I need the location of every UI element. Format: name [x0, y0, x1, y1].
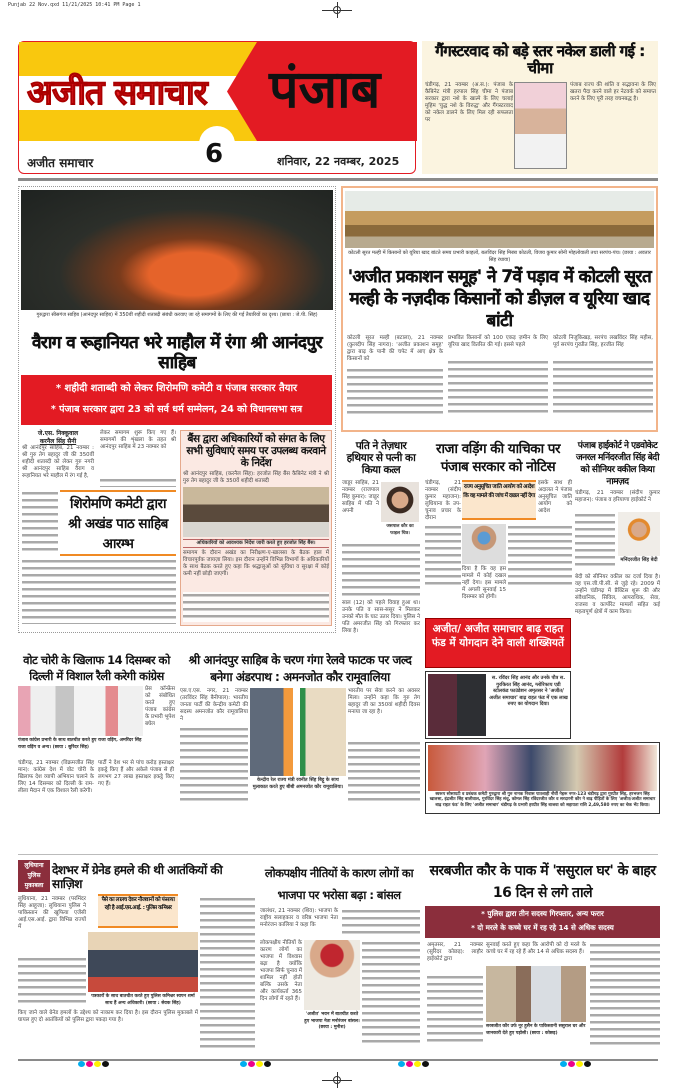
warring-body-area	[424, 476, 572, 600]
yellow-swatch	[414, 1061, 421, 1067]
victim-photo	[381, 482, 419, 522]
bansal-body-text	[342, 908, 420, 936]
sgpc-box-title: शिरोमणि कमेटी द्वारा श्री अखंड पाठ साहिब आरम्भ	[68, 496, 168, 553]
warring-body-text	[425, 524, 461, 588]
sarabjit-body: सुनवाई करते हुए कहा कि आरोपी को दो मरले के कच्चे घर में रह रहे हैं और 14 से अधिक सदस्य हैं।	[486, 942, 586, 955]
sarabjit-lead: अमृतसर, 21 नवम्बर (सुरिंदर कोछड़): लाहौर हाईकोर्ट द्वारा	[427, 942, 483, 962]
kotli-caption: कोटली सूरत मल्ही में किसानों को यूरिया खाद बांटते समय प्रभारी काहलों, बलविंदर सिंह मिस्त्रा कोटली, विजय कुमार सोनी मोहलोवाली तथा सरपंच-पंच। (छाया : अवतार सिंह रंधावा)	[348, 250, 651, 263]
bansal-body: लोकपक्षीय नीतियों के कारण लोगों का भाजपा में विश्वास बढ़ा है क्योंकि भाजपा सिर्फ चुनाव में शामिल नहीं होती बल्कि उसके नेता और कार्यकर्ता 365 दिन लोगों में रहते हैं।	[260, 940, 303, 1002]
color-registration-bar	[560, 1061, 591, 1067]
cyan-swatch	[240, 1061, 247, 1067]
gurudwara-photo-caption: गुरुद्वारा सीसगंज साहिब (आनंदपुर साहिब) में 350वीं शहीदी शताब्दी संबंधी करवाए जा रहे समागमों के लिए की गई तैयारियों का दृश्य। (छाया : जे.पी. सिंह)	[36, 312, 318, 318]
kotli-body-col1: कोटली सूरत मल्ही (बटाला), 21 नवम्बर (कुलदीप सिंह नागरा): 'अजीत प्रकाशन समूह' द्वारा बाढ़ के पानी की चपेट में आए क्षेत्र के किसानों को	[347, 335, 443, 362]
bottom-divider	[18, 854, 658, 855]
cyan-swatch	[560, 1061, 567, 1067]
relief-fund-banner	[425, 618, 571, 668]
sarabjit-subheads	[425, 906, 660, 938]
anandpur-columns	[20, 430, 334, 626]
yellow-swatch	[256, 1061, 263, 1067]
anandpur-body-col2: लेकर समागम शुरू किए गए हैं। समागमों की शृंखला के तहत श्री आनंदपुर साहिब में 23 नवम्बर को	[100, 430, 176, 451]
cyan-swatch	[398, 1061, 405, 1067]
congress-body-2: पार्टी ने देश भर से पांच करोड़ हस्ताक्षर इकट्ठे किए हैं और अकेले पंजाब से ही लगभग 27 लाख हस्ताक्षर इकट्ठे किए गए हैं।	[98, 760, 174, 787]
bains-lead: श्री आनंदपुर साहिब, (करनैल सिंह): हरजोत सिंह बैंस कैबिनेट मंत्री ने श्री गुरु तेग बहादुर जी के 350वें शहीदी शताब्दी	[183, 471, 329, 485]
bains-body-text	[183, 592, 329, 622]
congress-body: चंडीगढ़, 21 नवम्बर (विक्रमजीत सिंह मान): कांग्रेस देश में वोट चोरी के खिलाफ देश व्यापी अभियान चलाने के लिए 14 दिसम्बर को दिल्ली के राम-लीला मैदान में एक विशाल रैली करेगी।	[18, 760, 94, 794]
magenta-swatch	[86, 1061, 93, 1067]
section-divider	[18, 178, 658, 181]
registration-mark	[333, 6, 341, 14]
sarabjit-body-text-2	[590, 942, 660, 1046]
registration-mark	[333, 1076, 341, 1084]
sarabjit-body-area	[425, 938, 660, 1048]
congress-headline: वोट चोरी के खिलाफ 14 दिसम्बर को दिल्ली में विशाल रैली करेगी कांग्रेस	[23, 653, 170, 683]
bains-headline: बैंस द्वारा अधिकारियों को संगत के लिए सभी सुविधाएं समय पर उपलब्ध करवाने के निर्देश	[186, 433, 326, 470]
murder-headline: पति ने तेज़धार हथियार से पत्नी का किया कत्ल	[346, 440, 416, 477]
top-story	[422, 41, 658, 174]
kotli-content	[345, 250, 654, 419]
bedi-body-text	[575, 512, 615, 570]
top-story-continued: पंजाब राज्य की शांति व सद्भावना के लिए खतरा पैदा करने वाले हर नेटवर्क को समाप्त करने के लिए पूरी तरह वचनबद्ध है।	[570, 81, 656, 102]
murder-body-area	[342, 476, 420, 640]
congress-body-area	[18, 684, 175, 808]
color-registration-bar	[398, 1061, 429, 1067]
black-swatch	[264, 1061, 271, 1067]
relief-fund-title: अजीत/ अजीत समाचार बाढ़ राहत फंड में योगदान देने वाली शख्सियतें	[431, 623, 565, 649]
warring-lead: चंडीगढ़, 21 नवम्बर (संदीप कुमार महाजन): लुधियाना के उप-चुनाव प्रचार के दौरान	[425, 480, 461, 521]
murder-story	[342, 440, 420, 640]
top-story-headline: गैंगस्टरवाद को बड़े स्तर नकेल डाली गई : चीमा	[435, 42, 645, 78]
anandpur-body-col1: श्री आनंदपुर साहिब, 21 नवम्बर : श्री गुरु तेग बहादुर जी की 350वीं शहीदी शताब्दी को लेकर गुरु नगरी श्री आनंदपुर साहिब वैराग व रूहानियत भरे माहौल में रंग गई है,	[22, 445, 94, 480]
warring-body-text-2	[508, 524, 572, 588]
ludhiana-quote: पैसे का लालच देकर नौजवानों को फंसाया रही है आई.एस.आई. : पुलिस कमिश्नर	[101, 897, 175, 911]
masthead-section: पंजाब	[269, 60, 381, 120]
underpass-caption: केन्द्रीय रेल राज्य मंत्री रवनीत सिंह बिट्टू के साथ मुलाकात करते हुए बीबी अमनजोत कौर रामूवालिया।	[252, 778, 344, 790]
ludhiana-header	[18, 860, 255, 892]
subhead-2: * पंजाब सरकार द्वारा 23 को सर्व धर्म सम्मेलन, 24 को विधानसभा सत्र	[50, 404, 303, 416]
bedi-photo-area	[575, 512, 660, 572]
ludhiana-body-area	[18, 894, 255, 1052]
anandpur-body-col1-text	[22, 490, 58, 554]
relief-fund-text: स. रविंदर सिंह आनंद और उनके पौत्र स. गुरकिरत सिंह आनंद, ग्लोरिफाय एडी स्टोलकंड फाउंडेशन अमृतसर ने 'अजीत/अजीत समाचार' बाढ़ राहत फंड में एक लाख रुपए का योगदान दिया।	[489, 675, 568, 707]
gurudwara-night-photo	[21, 190, 333, 310]
warring-body: दिया है कि वह इस मामले में कोई दखल नहीं देगा। इस मामले में अगली सुनवाई 15 दिसम्बर को होगी।	[462, 566, 506, 600]
bansal-body-area	[258, 906, 420, 1046]
relief-fund-item	[425, 671, 571, 739]
underpass-story	[180, 652, 420, 806]
murder-body-text	[342, 542, 420, 598]
kotli-headline: 'अजीत प्रकाशन समूह' ने 7वें पड़ाव में कोटली सूरत मल्ही के नज़दीक किसानों को डीज़ल व यूरिया खाद बांटी	[347, 267, 652, 331]
sarabjit-story	[425, 860, 660, 1048]
sarabjit-body-text	[427, 974, 483, 1046]
ludhiana-badge	[18, 860, 50, 892]
murder-lead: जाडूर साहिब, 21 नवम्बर (राजपाल सिंह कुमार): जाडूर साहिब में पति ने अपनी	[342, 480, 379, 515]
byline-name-1: जे.एस. निक्कूवाल	[37, 430, 79, 438]
masthead-brand-small: अजीत समाचार	[27, 156, 94, 170]
magenta-swatch	[568, 1061, 575, 1067]
print-slug: Punjab 22 Nov.qxd 11/21/2025 10:41 PM Page 1	[8, 2, 141, 8]
underpass-body: भारतीय पर सेवा करने का अवसर मिला। उन्होंने कहा कि गुरु तेग बहादुर जी का 350वां शहीदी दिवस मनाया जा रहा है।	[348, 688, 420, 715]
byline	[22, 429, 94, 445]
bains-caption: अधिकारियों को आवश्यक निर्देश जारी करते हुए हरजोत सिंह बैंस।	[183, 539, 329, 548]
underpass-photo	[250, 688, 346, 776]
warring-quote: राज्य अनुसूचित जाति आयोग को आदेश कि वह मामले की जांच में दखल नहीं देगा	[463, 484, 535, 499]
byline-name-2: करनैल सिंह सैनी	[39, 438, 77, 446]
black-swatch	[102, 1061, 109, 1067]
bansal-photo	[304, 940, 360, 1010]
color-registration-bar	[240, 1061, 271, 1067]
congress-side: प्रेस कॉन्फ्रेंस को संबोधित करते हुए पंजाब कांग्रेस के प्रभारी भूपेश बघेल	[145, 686, 175, 727]
bains-body: समागम के दौरान अखंड का निरीक्षण-ए-खालसा के बैठक हाल में विचारपूर्वक जायज़ा लिया। इस दौरान उन्होंने विभिन्न विभागों के अधिकारियों के साथ बैठक करते हुए कहा कि श्रद्धालुओं को सुविधा व सुरक्षा में कोई कमी नहीं छोड़ी जाएगी।	[183, 549, 329, 577]
ludhiana-story	[18, 860, 255, 1052]
ludhiana-quote-box	[98, 894, 178, 928]
bedi-lead: चंडीगढ़, 21 नवम्बर (संदीप कुमार महाजन): पंजाब व हरियाणा हाईकोर्ट ने	[575, 490, 660, 503]
kotli-body-col1-text	[347, 367, 443, 417]
magenta-swatch	[248, 1061, 255, 1067]
underpass-lead: एस.ए.एस. नगर, 21 नवम्बर (तरविंदर सिंह बैनीपाल): भारतीय जनता पार्टी की केन्द्रीय कमेटी की सदस्य अमनजोत कौर रामूवालिया ने	[180, 688, 248, 722]
murder-body: साल (12) को पहले विवाह हुआ था। उनके पति व सास-ससुर ने मिलकर उनको मौत के घाट उतार दिया। पुलिस ने पति अमरजीत सिंह को गिरफ्तार कर लिया है।	[342, 600, 420, 635]
sgpc-box	[60, 490, 176, 556]
kotli-body-col2: प्रभावित किसानों को 100 एकड़ ज़मीन के लिए यूरिया खाद वितरित की गई। इससे पहले	[448, 335, 548, 348]
police-press-photo	[88, 932, 198, 992]
bains-box	[180, 430, 332, 626]
sarabjit-subhead-2: * दो मरले के कच्चे घर में रह रहे 14 से अधिक सदस्य	[471, 923, 614, 932]
congress-story	[18, 652, 175, 808]
bansal-body-text-2	[362, 940, 420, 1044]
anandpur-subheads	[21, 375, 332, 425]
bansal-caption: 'अजीत' भवन में बातचीत करते हुए भाजपा नेता मनोरंजन बांसल। (छाया : मुनीश)	[304, 1012, 360, 1030]
ludhiana-body-text-2	[200, 896, 255, 1050]
color-registration-bar	[78, 1061, 109, 1067]
bedi-body: बेदी को सीनियर वकील का दर्जा दिया है। वह एस.जी.पी.सी. से जुड़े रहे। 2009 में उन्होंने चंडीगढ़ में प्रैक्टिस शुरू की और संवैधानिक, सिविल, आपराधिक, सेवा, राजस्व व कार्पोरेट मामलों सहित कई महत्वपूर्ण क्षेत्रों में काम किया।	[575, 574, 660, 615]
ludhiana-lead: लुधियाना, 21 नवम्बर (परमिंदर सिंह आहूजा): लुधियाना पुलिस ने पाकिस्तान की खुफिया एजेंसी आई.एस.आई. द्वारा विभिन्न राज्यों में	[18, 896, 86, 930]
kotli-body-col3-text	[553, 359, 653, 417]
yellow-swatch	[94, 1061, 101, 1067]
anandpur-headline: वैराग व रूहानियत भरे माहौल में रंगा श्री आनंदपुर साहिब	[31, 333, 323, 373]
bedi-story	[575, 440, 660, 644]
relief-fund-group	[425, 742, 660, 814]
bansal-headline: लोकपक्षीय नीतियों के कारण लोगों का भाजपा पर भरोसा बढ़ा : बांसल	[264, 866, 414, 902]
underpass-body-area	[180, 686, 420, 806]
subhead-1: * शहीदी शताब्दी को लेकर शिरोमणि कमेटी व पंजाब सरकार तैयार	[55, 383, 298, 395]
minister-photo	[514, 82, 567, 169]
warring-right: इसके साथ ही अदालत ने पंजाब अनुसूचित जाति आयोग को आदेश	[538, 480, 572, 514]
masthead-brand: अजीत समाचार	[27, 73, 207, 113]
bedi-headline: पंजाब हाईकोर्ट ने एडवोकेट जनरल मनिंदरजीत सिंह बेदी को सीनियर वकील किया नामज़द	[575, 441, 660, 487]
underpass-headline: श्री आनंदपुर साहिब के चरण गंगा रेलवे फाटक पर जल्द बनेगा अंडरपाथ : अमनजोत कौर रामूवालिया	[188, 653, 412, 684]
bansal-lead: जालंधर, 21 नवम्बर (शिव): भाजपा के राष्ट्रीय सलाहकार व वरिष्ठ भाजपा नेता मनोरंजन कालिया ने कहा कि	[260, 908, 338, 928]
congress-caption: पंजाब कांग्रेस प्रभारी के साथ बातचीत करते हुए राजा वड़िंग, अमरिंदर सिंह राजा वड़िंग व अन्य। (छाया : सुरिंदर सिंह)	[18, 738, 142, 750]
ludhiana-headline: देशभर में ग्रेनेड हमले की थी आतंकियों की साज़िश	[52, 863, 223, 891]
murder-caption: जसपाल कौर का फाइल चित्र।	[386, 524, 414, 536]
warring-headline: राजा वड़िंग की याचिका पर पंजाब सरकार को नोटिस	[436, 441, 560, 475]
kotli-body-col2-text	[448, 359, 548, 417]
magenta-swatch	[406, 1061, 413, 1067]
sarabjit-house-photo	[486, 966, 586, 1022]
relief-fund-caption: स्वरूप सोसायटी व प्रबंधक कमेटी गुरुद्वारा श्री गुरु नानक निवास पातशाही नौवीं नेहरू नगर-123 चंडीगढ़ द्वारा गुरप्रीत सिंह, हरभजन सिंह खालसा, इंद्रजीत सिंह बालीवाल, गुरविंदर सिंह संधू, कोमल सिंह रविंदरजीत कौर व सरदारनी कौर ने बाढ़ पीड़ितों के लिए 'अजीत/अजीत समाचार बाढ़ राहत फंड' के लिए 'अजीत समाचार' चंडीगढ़ के प्रभारी हरप्रीत सिंह बाजवा को सहायता राशि 2,49,580 रुपए का चेक भेंट किया।	[429, 792, 656, 808]
page-number: 6	[205, 139, 224, 169]
kotli-body-col3: कोटली निजुकिखड़, सरपंच लखविंदर सिंह महीस, पूर्व सरपंच गुरप्रीत सिंह, हरजीत सिंह	[553, 335, 653, 348]
anandpur-story	[20, 334, 334, 626]
sarabjit-subhead-1: * पुलिस द्वारा तीन सदस्य गिरफ्तार, अन्य फरार	[481, 909, 604, 918]
warring-quote-box	[462, 480, 536, 520]
warring-story	[424, 440, 572, 600]
kotli-columns	[345, 335, 654, 419]
meeting-photo	[183, 487, 329, 537]
yellow-swatch	[576, 1061, 583, 1067]
donation-group-photo	[428, 745, 657, 791]
sarabjit-caption: सरबजीत कौर उर्फ नूर हुसैन के पाकिस्तानी ससुराल घर और जानकारी देते हुए पड़ोसी। (छाया : कोछड़)	[486, 1024, 586, 1036]
anandpur-body-text	[22, 558, 176, 624]
top-story-body	[422, 82, 658, 170]
underpass-body-text-2	[348, 740, 420, 804]
ludhiana-body: किए जाने वाले ग्रेनेड हमलों के उद्देश्य को नाकाम कर दिया है। इस दौरान पुलिस मुकाबले में घायल हुए दो आतंकियों को पुलिस द्वारा पकड़ा गया है।	[18, 1010, 198, 1023]
ludhiana-caption: पत्रकारों के साथ बातचीत करते हुए पुलिस कमिश्नर स्वपन शर्मा साथ हैं अन्य अधिकारी। (छाया : सेवक सिंह)	[91, 994, 195, 1006]
masthead	[18, 41, 416, 174]
donors-photo	[428, 674, 486, 736]
sarabjit-headline: सरबजीत कौर के पाक में 'ससुराल घर' के बाहर 16 दिन से लगे ताले	[429, 863, 656, 901]
black-swatch	[584, 1061, 591, 1067]
issue-date: शनिवार, 22 नवम्बर, 2025	[277, 155, 400, 168]
black-swatch	[422, 1061, 429, 1067]
ludhiana-body-text	[18, 956, 86, 1006]
bansal-story	[258, 862, 420, 1046]
congress-photo	[18, 686, 143, 736]
top-story-lead: चंडीगढ़, 21 नवम्बर (अ.स.): पंजाब के कैबिनेट मंत्री हरपाल सिंह चीमा ने पंजाब सरकार द्वारा नशे के खात्मे के लिए चलाई मुहिम 'युद्ध नशे के विरुद्ध' और गैंगस्टरवाद को नकेल डालने के लिए मिल रही सफलता पर	[425, 81, 513, 123]
warring-photo	[462, 524, 506, 564]
bedi-caption: मनिंदरजीत सिंह बेदी	[620, 557, 658, 563]
underpass-body-text	[180, 726, 248, 804]
bedi-photo	[618, 512, 660, 556]
ludhiana-badge-text: लुधियाना पुलिस मुकाबला	[24, 862, 44, 889]
anandpur-body-col2-text	[100, 477, 176, 487]
cyan-swatch	[78, 1061, 85, 1067]
farmers-tractor-photo	[345, 191, 654, 248]
